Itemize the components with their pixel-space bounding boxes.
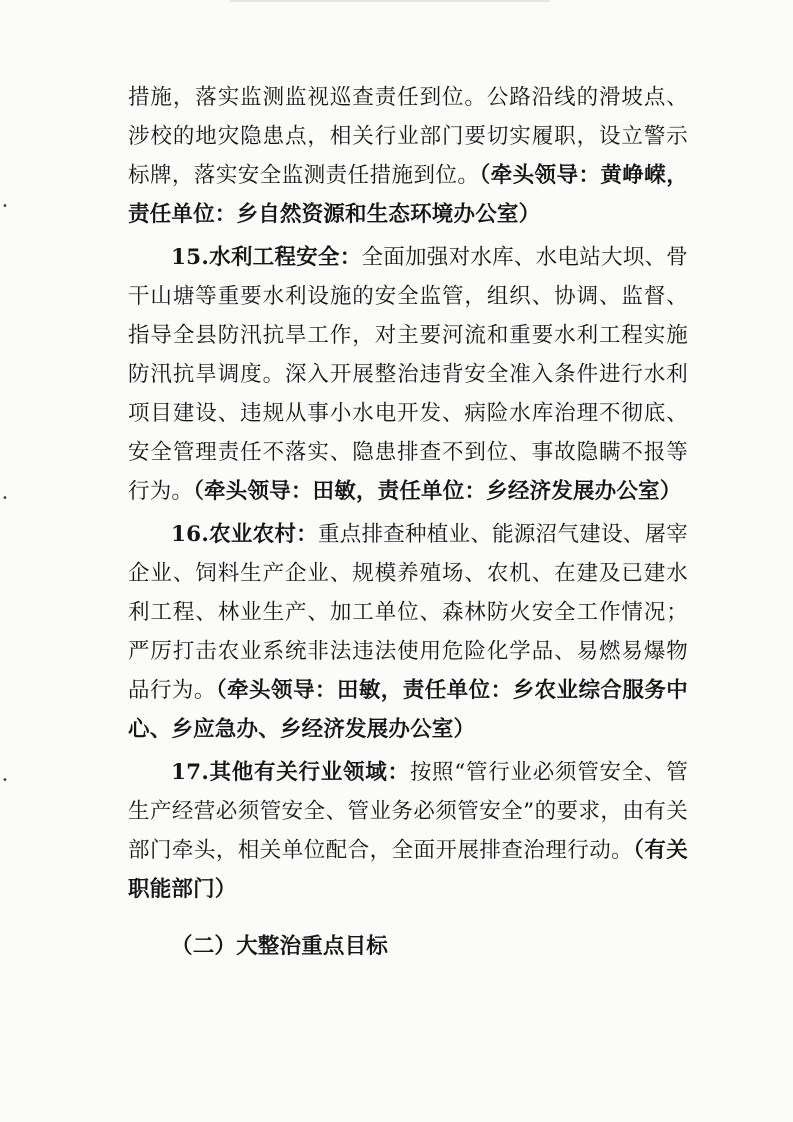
- section-heading: （二）大整治重点目标: [171, 934, 389, 959]
- item-16-title: 16.农业农村：: [171, 522, 318, 547]
- item-17-title: 17.其他有关行业领域：: [171, 760, 410, 785]
- binding-hole-mark: •: [2, 201, 8, 212]
- binding-hole-mark: •: [2, 493, 8, 504]
- item-17-lead: （有关职能部门）: [128, 838, 688, 902]
- document-body: [128, 78, 688, 966]
- item-15-water-conservancy: [128, 238, 688, 511]
- item-17-other-industries: [128, 753, 688, 909]
- intro-paragraph: [128, 78, 688, 234]
- item-15-body: 全面加强对水库、水电站大坝、骨干山塘等重要水利设施的安全监管，组织、协调、监督、指导全县防汛抗旱工作，对主要河流和重要水利工程实施防汛抗旱调度。深入开展整治违背安全准入条件进行水利项目建设、违规从事小水电开发、病险水库治理不彻底、安全管理责任不落实、隐患排查不到位、事故隐瞒不报等行为。: [128, 245, 688, 504]
- intro-paragraph-lead: （牵头领导：黄峥嵘，责任单位：乡自然资源和生态环境办公室）: [128, 163, 688, 227]
- item-15-lead: （牵头领导：田敏，责任单位：乡经济发展办公室）: [193, 479, 682, 504]
- intro-paragraph-text: 措施，落实监测监视巡查责任到位。公路沿线的滑坡点、涉校的地灾隐患点，相关行业部门要切实履职，设立警示标牌，落实安全监测责任措施到位。: [128, 85, 688, 188]
- item-17-body: 按照“管行业必须管安全、管生产经营必须管安全、管业务必须管安全”的要求，由有关部门牵头，相关单位配合，全面开展排查治理行动。: [128, 760, 689, 863]
- item-16-body: 重点排查种植业、能源沼气建设、屠宰企业、饲料生产企业、规模养殖场、农机、在建及已建水利工程、林业生产、加工单位、森林防火安全工作情况；严厉打击农业系统非法违法使用危险化学品、易燃易爆物品行为。: [128, 522, 688, 703]
- item-16-agriculture: [128, 515, 688, 749]
- item-15-title: 15.水利工程安全：: [171, 245, 362, 270]
- item-16-lead: （牵头领导：田敏，责任单位：乡农业综合服务中心、乡应急办、乡经济发展办公室）: [128, 678, 688, 742]
- scan-top-edge: [230, 0, 550, 2]
- binding-hole-mark: •: [2, 775, 8, 786]
